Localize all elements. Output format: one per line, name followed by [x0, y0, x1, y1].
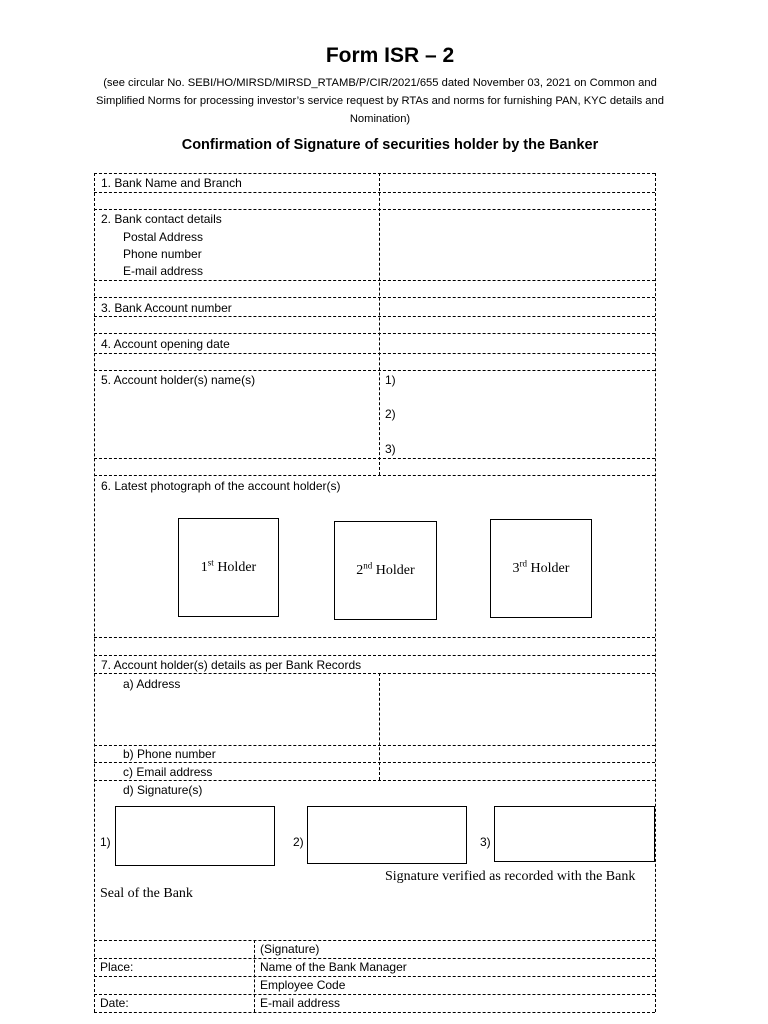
footer-manager-name: Name of the Bank Manager: [260, 960, 407, 974]
field-account-number: 3. Bank Account number: [101, 301, 232, 315]
signature-verified-text: Signature verified as recorded with the Bank: [385, 869, 636, 884]
signature-2-label: 2): [293, 835, 304, 849]
holder-name-3-label: 3): [385, 442, 396, 456]
photo-box-2[interactable]: [334, 521, 437, 620]
field-address: a) Address: [123, 677, 181, 691]
field-bank-contact: 2. Bank contact details: [101, 212, 222, 226]
footer-email: E-mail address: [260, 996, 341, 1010]
field-email-address: E-mail address: [123, 264, 204, 278]
footer-employee-code: Employee Code: [260, 978, 346, 992]
footer-place: Place:: [100, 960, 134, 974]
holder-name-2-label: 2): [385, 407, 396, 421]
field-email: c) Email address: [123, 765, 213, 779]
footer-date: Date:: [100, 996, 129, 1010]
field-bank-name: 1. Bank Name and Branch: [101, 176, 242, 190]
field-phone: b) Phone number: [123, 747, 216, 761]
field-photograph: 6. Latest photograph of the account holder(s): [101, 479, 341, 493]
field-bank-records: 7. Account holder(s) details as per Bank Records: [101, 658, 362, 672]
form-subtitle: (see circular No. SEBI/HO/MIRSD/MIRSD_RTAMB/P/CIR/2021/655 dated November 03, 2021 on Common and Simplified Norms for processing investor’s service request by RTAs and norms for furnishing PAN, KYC details and Nomination): [96, 77, 664, 125]
photo-label-1: 1st Holder: [200, 556, 257, 575]
form-heading: Confirmation of Signature of securities holder by the Banker: [181, 137, 599, 153]
footer-signature: (Signature): [260, 942, 320, 956]
form-title: Form ISR – 2: [325, 44, 455, 67]
photo-box-1[interactable]: [178, 518, 279, 617]
field-holder-names: 5. Account holder(s) name(s): [101, 373, 256, 387]
field-phone-number: Phone number: [123, 247, 202, 261]
field-opening-date: 4. Account opening date: [101, 337, 230, 351]
field-postal-address: Postal Address: [123, 230, 204, 244]
signature-box-1[interactable]: [115, 806, 275, 866]
holder-name-1-label: 1): [385, 373, 396, 387]
photo-box-3[interactable]: [490, 519, 592, 618]
signature-box-2[interactable]: [307, 806, 467, 864]
signature-box-3[interactable]: [494, 806, 655, 862]
signature-3-label: 3): [480, 835, 491, 849]
photo-label-3: 3rd Holder: [512, 557, 570, 576]
seal-of-bank: Seal of the Bank: [100, 886, 193, 901]
signature-1-label: 1): [100, 835, 111, 849]
field-signatures: d) Signature(s): [123, 783, 203, 797]
photo-label-2: 2nd Holder: [356, 559, 415, 578]
